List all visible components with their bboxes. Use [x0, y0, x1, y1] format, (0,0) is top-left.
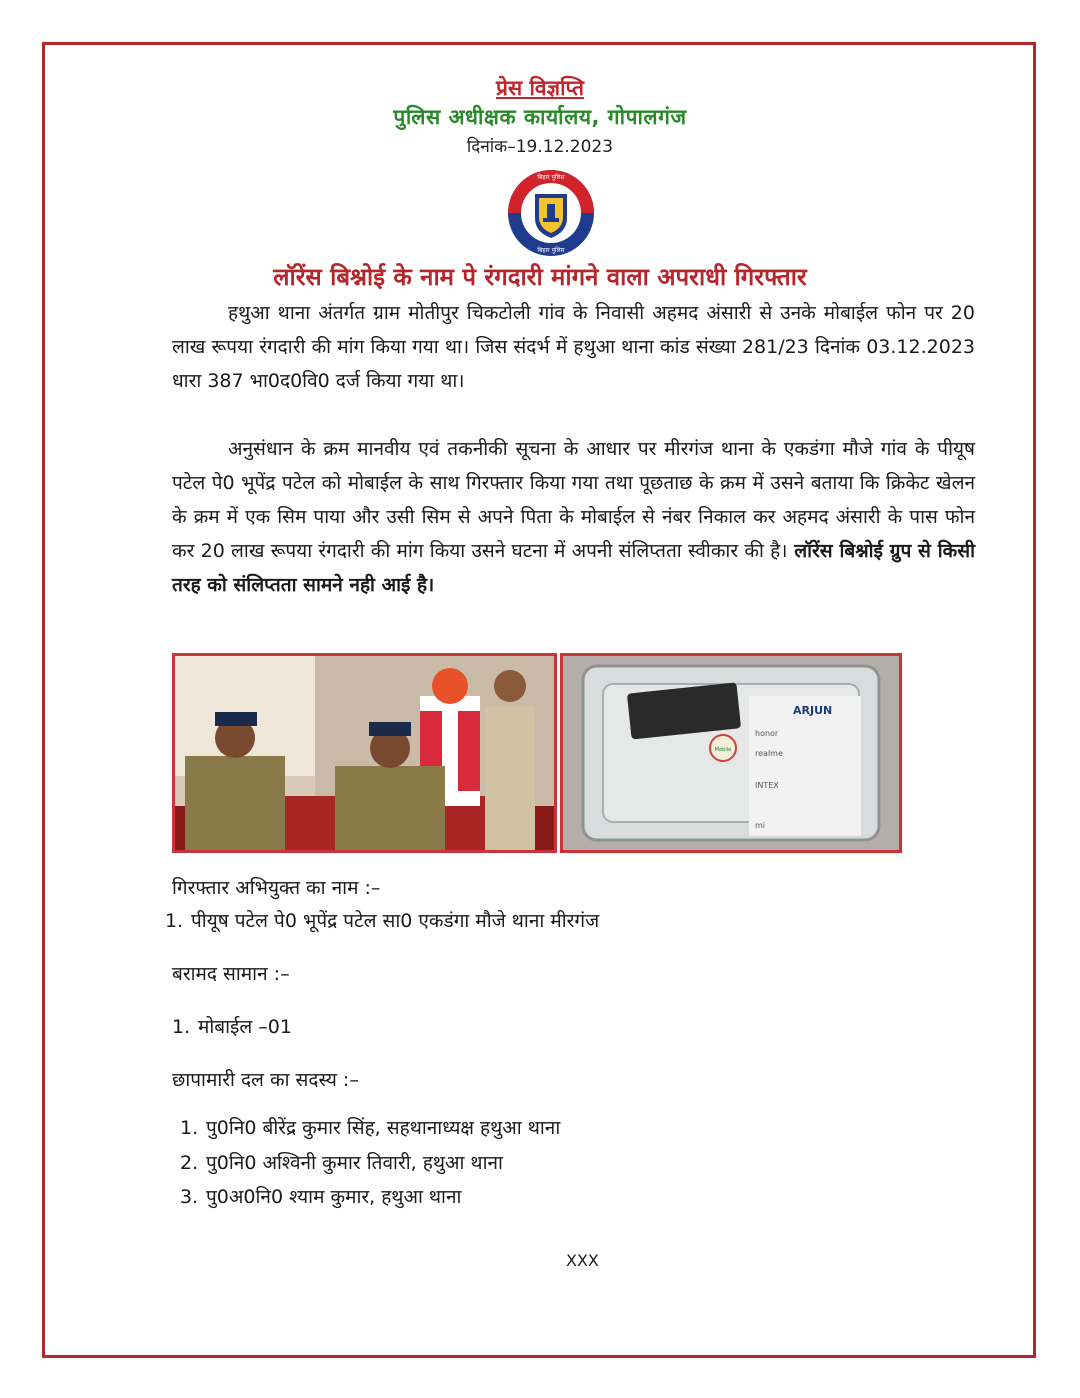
box-line-2: realme — [755, 749, 783, 758]
investigation-text: अनुसंधान के क्रम मानवीय एवं तकनीकी सूचना के आधार पर मीरगंज थाना के एकडंगा मौजे गांव के पीयूष पटेल पे0 भूपेंद्र पटेल को मोबाईल के साथ गिरफ्तार किया गया तथा पूछताछ के क्रम में उसने बताया कि क्रिकेट खेलन के क्रम में एक सिम पाया और उसी सिम से अपने पिता के मोबाईल से नंबर निकाल कर अहमद अंसारी के पास फोन कर 20 लाख रूपया रंगदारी की मांग किया उसने घटना में अपनी संलिप्तता स्वीकार की है। — [172, 438, 975, 562]
box-brand: ARJUN — [793, 704, 833, 717]
team-member: 2. पु0नि0 अश्विनी कुमार तिवारी, हथुआ थाना — [180, 1152, 503, 1174]
box-line-3: INTEX — [755, 781, 779, 790]
footer-mark: XXX — [566, 1251, 599, 1270]
seized-mobile-photo — [560, 653, 902, 853]
investigation-conclusion: लॉरेंस बिश्नोई ग्रुप से किसी तरह को संलिप्तता सामने नही आई है। — [172, 540, 976, 596]
team-label: छापामारी दल का सदस्य :– — [172, 1069, 359, 1091]
team-member: 3. पु0अ0नि0 श्याम कुमार, हथुआ थाना — [180, 1186, 462, 1208]
team-member: 1. पु0नि0 बीरेंद्र कुमार सिंह, सहथानाध्यक्ष हथुआ थाना — [180, 1117, 561, 1139]
arrest-photo — [172, 653, 557, 853]
release-date: दिनांक–19.12.2023 — [466, 137, 614, 157]
office-name: पुलिस अधीक्षक कार्यालय, गोपालगंज — [393, 105, 687, 129]
recovered-label: बरामद सामान :– — [172, 963, 290, 985]
arrested-item: 1. पीयूष पटेल पे0 भूपेंद्र पटेल सा0 एकडंगा मौजे थाना मीरगंज — [165, 910, 600, 932]
box-line-4: mi — [755, 821, 766, 830]
sticker-text: Mobile — [714, 747, 732, 753]
box-line-1: honor — [755, 729, 779, 738]
headline: लॉरेंस बिश्नोई के नाम पे रंगदारी मांगने वाला अपराधी गिरफ्तार — [273, 262, 807, 291]
bihar-police-emblem-icon — [503, 168, 599, 258]
arrested-label: गिरफ्तार अभियुक्त का नाम :– — [172, 877, 381, 899]
logo-top-text: बिहार पुलिस — [537, 174, 565, 181]
recovered-item: 1. मोबाईल –01 — [172, 1016, 292, 1038]
paragraph-complaint: हथुआ थाना अंतर्गत ग्राम मोतीपुर चिकटोली गांव के निवासी अहमद अंसारी से उनके मोबाईल फोन पर 20 लाख रूपया रंगदारी की मांग किया गया था। जिस संदर्भ में हथुआ थाना कांड संख्या 281/23 दिनांक 03.12.2023 धारा 387 भा0द0वि0 दर्ज किया गया था। — [172, 302, 975, 392]
paragraph-investigation — [172, 432, 975, 602]
press-release-title: प्रेस विज्ञप्ति — [496, 76, 584, 100]
logo-bottom-text: बिहार पुलिस — [537, 247, 565, 254]
